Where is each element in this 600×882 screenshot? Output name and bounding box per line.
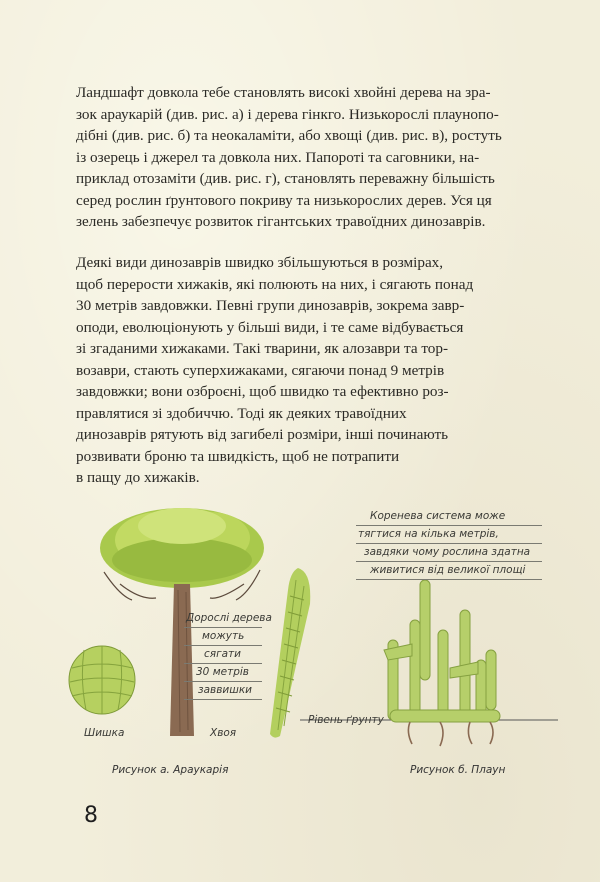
paragraph-line: завдовжки; вони озброєні, щоб швидко та ефективно роз- [76, 383, 449, 400]
paragraph-line: Деякі види динозаврів швидко збільшуються в розмірах, [76, 254, 444, 271]
paragraph-line: серед рослин ґрунтового покриву та низькорослих дерев. Уся ця [76, 191, 492, 209]
tree-note-line: 30 метрів [196, 666, 249, 678]
ground-level-label: Рівень ґрунту [308, 714, 384, 726]
paragraph-line: приклад отозаміти (див. рис. г), становлять переважну більшість [76, 170, 495, 187]
araucaria-trunk [170, 584, 194, 736]
root-note-line: Коренева система може [370, 510, 506, 522]
club-moss-roots [408, 722, 493, 746]
root-note-line: завдяки чому рослина здатна [364, 546, 531, 558]
paragraph-line: правлятися зі здобиччю. Тоді як деяких травоїдних [76, 404, 407, 422]
paragraph-line: щоб перерости хижаків, які полюють на них, і сягають понад [76, 275, 474, 293]
cone-drawing [69, 646, 135, 714]
paragraph-line: 30 метрів завдовжки. Певні групи динозаврів, зокрема завр- [76, 297, 465, 314]
paragraph-line: в пащу до хижаків. [76, 469, 200, 486]
paragraph-line: розвивати броню та швидкість, щоб не потрапити [76, 447, 400, 465]
araucaria-illustration [60, 500, 320, 750]
paragraph-line: зок араукарій (див. рис. а) і дерева гінкго. Низькорослі плаунопо- [76, 105, 499, 123]
paragraph-line: зелень забезпечує розвиток гігантських травоїдних динозаврів. [76, 213, 486, 230]
tree-note-line: Дорослі дерева [186, 612, 272, 624]
paragraph-1 [76, 82, 532, 233]
tree-note-line: сягати [204, 648, 241, 660]
paragraph-line: динозаврів рятують від загибелі розміри, інші починають [76, 426, 449, 443]
needle-label: Хвоя [210, 727, 237, 739]
paragraph-line: возаври, стають суперхижаками, сягаючи понад 9 метрів [76, 361, 445, 379]
paragraph-line: Ландшафт довкола тебе становлять високі хвойні дерева на зра- [76, 84, 491, 101]
root-note-line: живитися від великої площі [370, 564, 526, 576]
figure-b-caption: Рисунок б. Плаун [410, 764, 506, 776]
root-note-line: тягтися на кілька метрів, [358, 528, 499, 540]
figure-a-caption: Рисунок а. Араукарія [112, 764, 229, 776]
club-moss-stems [384, 580, 500, 722]
paragraph-line: оподи, еволюціонують у більші види, і те саме відбувається [76, 318, 464, 336]
paragraph-line: дібні (див. рис. б) та неокаламіти, або хвощі (див. рис. в), ростуть [76, 127, 502, 144]
page-number: 8 [84, 803, 98, 828]
paragraph-2 [76, 252, 532, 489]
cone-label: Шишка [84, 727, 125, 739]
paragraph-line: зі згаданими хижаками. Такі тварини, як алозаври та тор- [76, 340, 449, 357]
tree-note-line: заввишки [198, 684, 252, 696]
tree-note-line: можуть [202, 630, 245, 642]
paragraph-line: із озерець і джерел та довкола них. Папороті та саговники, на- [76, 148, 480, 166]
